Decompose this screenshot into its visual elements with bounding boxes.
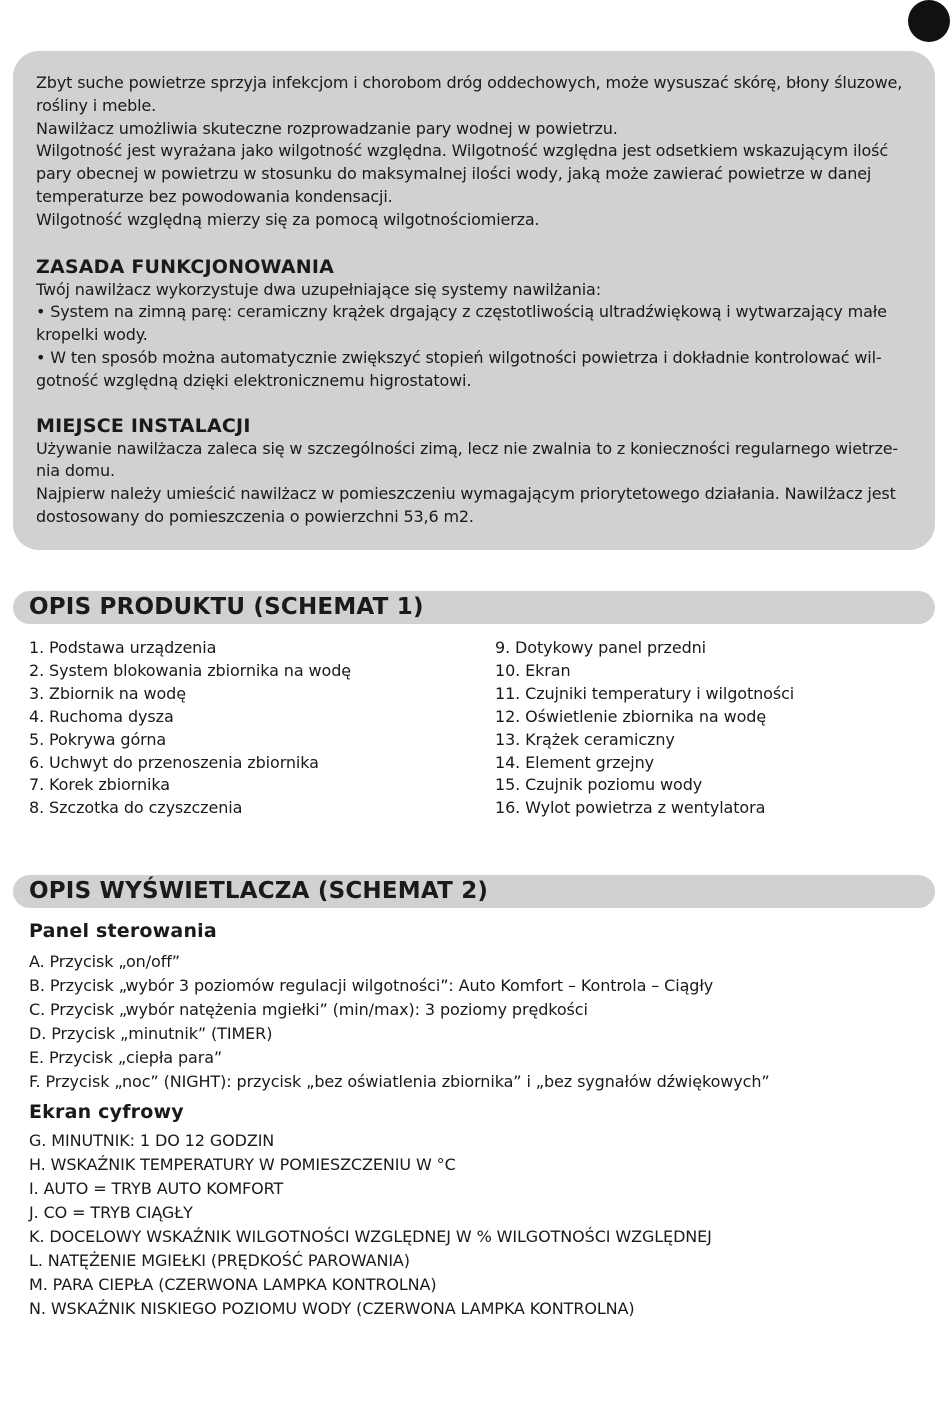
- part-item: 4. Ruchoma dysza: [29, 706, 174, 726]
- part-item: 10. Ekran: [495, 660, 571, 680]
- panel-item: C. Przycisk „wybór natężenia mgiełki” (min/max): 3 poziomy prędkości: [29, 1000, 588, 1019]
- part-item: 12. Oświetlenie zbiornika na wodę: [495, 706, 767, 726]
- intro-line: rośliny i meble.: [36, 95, 157, 115]
- part-item: 5. Pokrywa górna: [29, 729, 167, 749]
- intro-line: Nawilżacz umożliwia skuteczne rozprowadzanie pary wodnej w powietrzu.: [36, 118, 618, 138]
- control-panel-list: [29, 950, 770, 1094]
- principle-heading: ZASADA FUNKCJONOWANIA: [36, 255, 335, 278]
- product-parts-right: [495, 637, 794, 820]
- installation-line: Najpierw należy umieścić nawilżacz w pomieszczeniu wymagającym priorytetowego działania. Nawilżacz jest: [36, 484, 896, 504]
- part-item: 15. Czujnik poziomu wody: [495, 775, 703, 795]
- principle-line: • System na zimną parę: ceramiczny krążek drgający z częstotliwością ultradźwiękową i wytwarzający małe: [36, 302, 887, 322]
- panel-item: D. Przycisk „minutnik” (TIMER): [29, 1024, 273, 1043]
- principle-line: • W ten sposób można automatycznie zwiększyć stopień wilgotności powietrza i dokładnie kontrolować wil-: [36, 347, 882, 367]
- screen-item: J. CO = TRYB CIĄGŁY: [29, 1203, 193, 1222]
- part-item: 7. Korek zbiornika: [29, 775, 170, 795]
- principle-line: kropelki wody.: [36, 325, 148, 345]
- screen-item: N. WSKAŹNIK NISKIEGO POZIOMU WODY (CZERWONA LAMPKA KONTROLNA): [29, 1299, 635, 1318]
- panel-item: B. Przycisk „wybór 3 poziomów regulacji wilgotności”: Auto Komfort – Kontrola – Ciągły: [29, 976, 714, 995]
- intro-line: temperaturze bez powodowania kondensacji.: [36, 186, 393, 206]
- display-section-title: OPIS WYŚWIETLACZA (SCHEMAT 2): [13, 875, 935, 908]
- installation-line: nia domu.: [36, 461, 115, 481]
- intro-line: Zbyt suche powietrze sprzyja infekcjom i chorobom dróg oddechowych, może wysuszać skórę, błony śluzowe,: [36, 73, 903, 92]
- installation-line: dostosowany do pomieszczenia o powierzchni 53,6 m2.: [36, 506, 474, 526]
- intro-line: pary obecnej w powietrzu w stosunku do maksymalnej ilości wody, jaką może zawierać powietrze w danej: [36, 164, 872, 184]
- principle-line: Twój nawilżacz wykorzystuje dwa uzupełniające się systemy nawilżania:: [36, 279, 601, 299]
- screen-item: K. DOCELOWY WSKAŹNIK WILGOTNOŚCI WZGLĘDNEJ W % WILGOTNOŚCI WZGLĘDNEJ: [29, 1227, 712, 1246]
- digital-screen-heading: Ekran cyfrowy: [29, 1101, 184, 1123]
- intro-line: Wilgotność jest wyrażana jako wilgotność względna. Wilgotność względna jest odsetkiem wskazującym ilość: [36, 141, 889, 161]
- part-item: 16. Wylot powietrza z wentylatora: [495, 798, 766, 818]
- part-item: 14. Element grzejny: [495, 752, 654, 772]
- screen-item: G. MINUTNIK: 1 DO 12 GODZIN: [29, 1131, 275, 1150]
- screen-item: H. WSKAŹNIK TEMPERATURY W POMIESZCZENIU W °C: [29, 1155, 456, 1174]
- part-item: 6. Uchwyt do przenoszenia zbiornika: [29, 752, 319, 772]
- screen-item: I. AUTO = TRYB AUTO KOMFORT: [29, 1179, 284, 1198]
- part-item: 1. Podstawa urządzenia: [29, 638, 217, 657]
- intro-line: Wilgotność względną mierzy się za pomocą wilgotnościomierza.: [36, 209, 540, 229]
- digital-screen-list: [29, 1129, 712, 1321]
- part-item: 9. Dotykowy panel przedni: [495, 638, 707, 657]
- control-panel-heading: Panel sterowania: [29, 920, 217, 942]
- panel-item: A. Przycisk „on/off”: [29, 952, 180, 971]
- principle-line: gotność względną dzięki elektronicznemu higrostatowi.: [36, 370, 472, 390]
- panel-item: E. Przycisk „ciepła para”: [29, 1048, 223, 1067]
- product-parts-left: [29, 637, 351, 820]
- installation-heading: MIEJSCE INSTALACJI: [36, 414, 251, 437]
- page-corner-dot: [908, 0, 950, 42]
- part-item: 2. System blokowania zbiornika na wodę: [29, 660, 351, 680]
- product-section-title: OPIS PRODUKTU (SCHEMAT 1): [13, 591, 935, 624]
- screen-item: L. NATĘŻENIE MGIEŁKI (PRĘDKOŚĆ PAROWANIA): [29, 1251, 410, 1270]
- screen-item: M. PARA CIEPŁA (CZERWONA LAMPKA KONTROLNA): [29, 1275, 437, 1294]
- part-item: 8. Szczotka do czyszczenia: [29, 798, 243, 818]
- installation-line: Używanie nawilżacza zaleca się w szczególności zimą, lecz nie zwalnia to z konieczności regularnego wietrze-: [36, 438, 899, 458]
- part-item: 13. Krążek ceramiczny: [495, 729, 675, 749]
- panel-item: F. Przycisk „noc” (NIGHT): przycisk „bez oświatlenia zbiornika” i „bez sygnałów dźwiękowych”: [29, 1072, 770, 1091]
- part-item: 3. Zbiornik na wodę: [29, 683, 186, 703]
- part-item: 11. Czujniki temperatury i wilgotności: [495, 683, 795, 703]
- intro-box: [13, 51, 935, 550]
